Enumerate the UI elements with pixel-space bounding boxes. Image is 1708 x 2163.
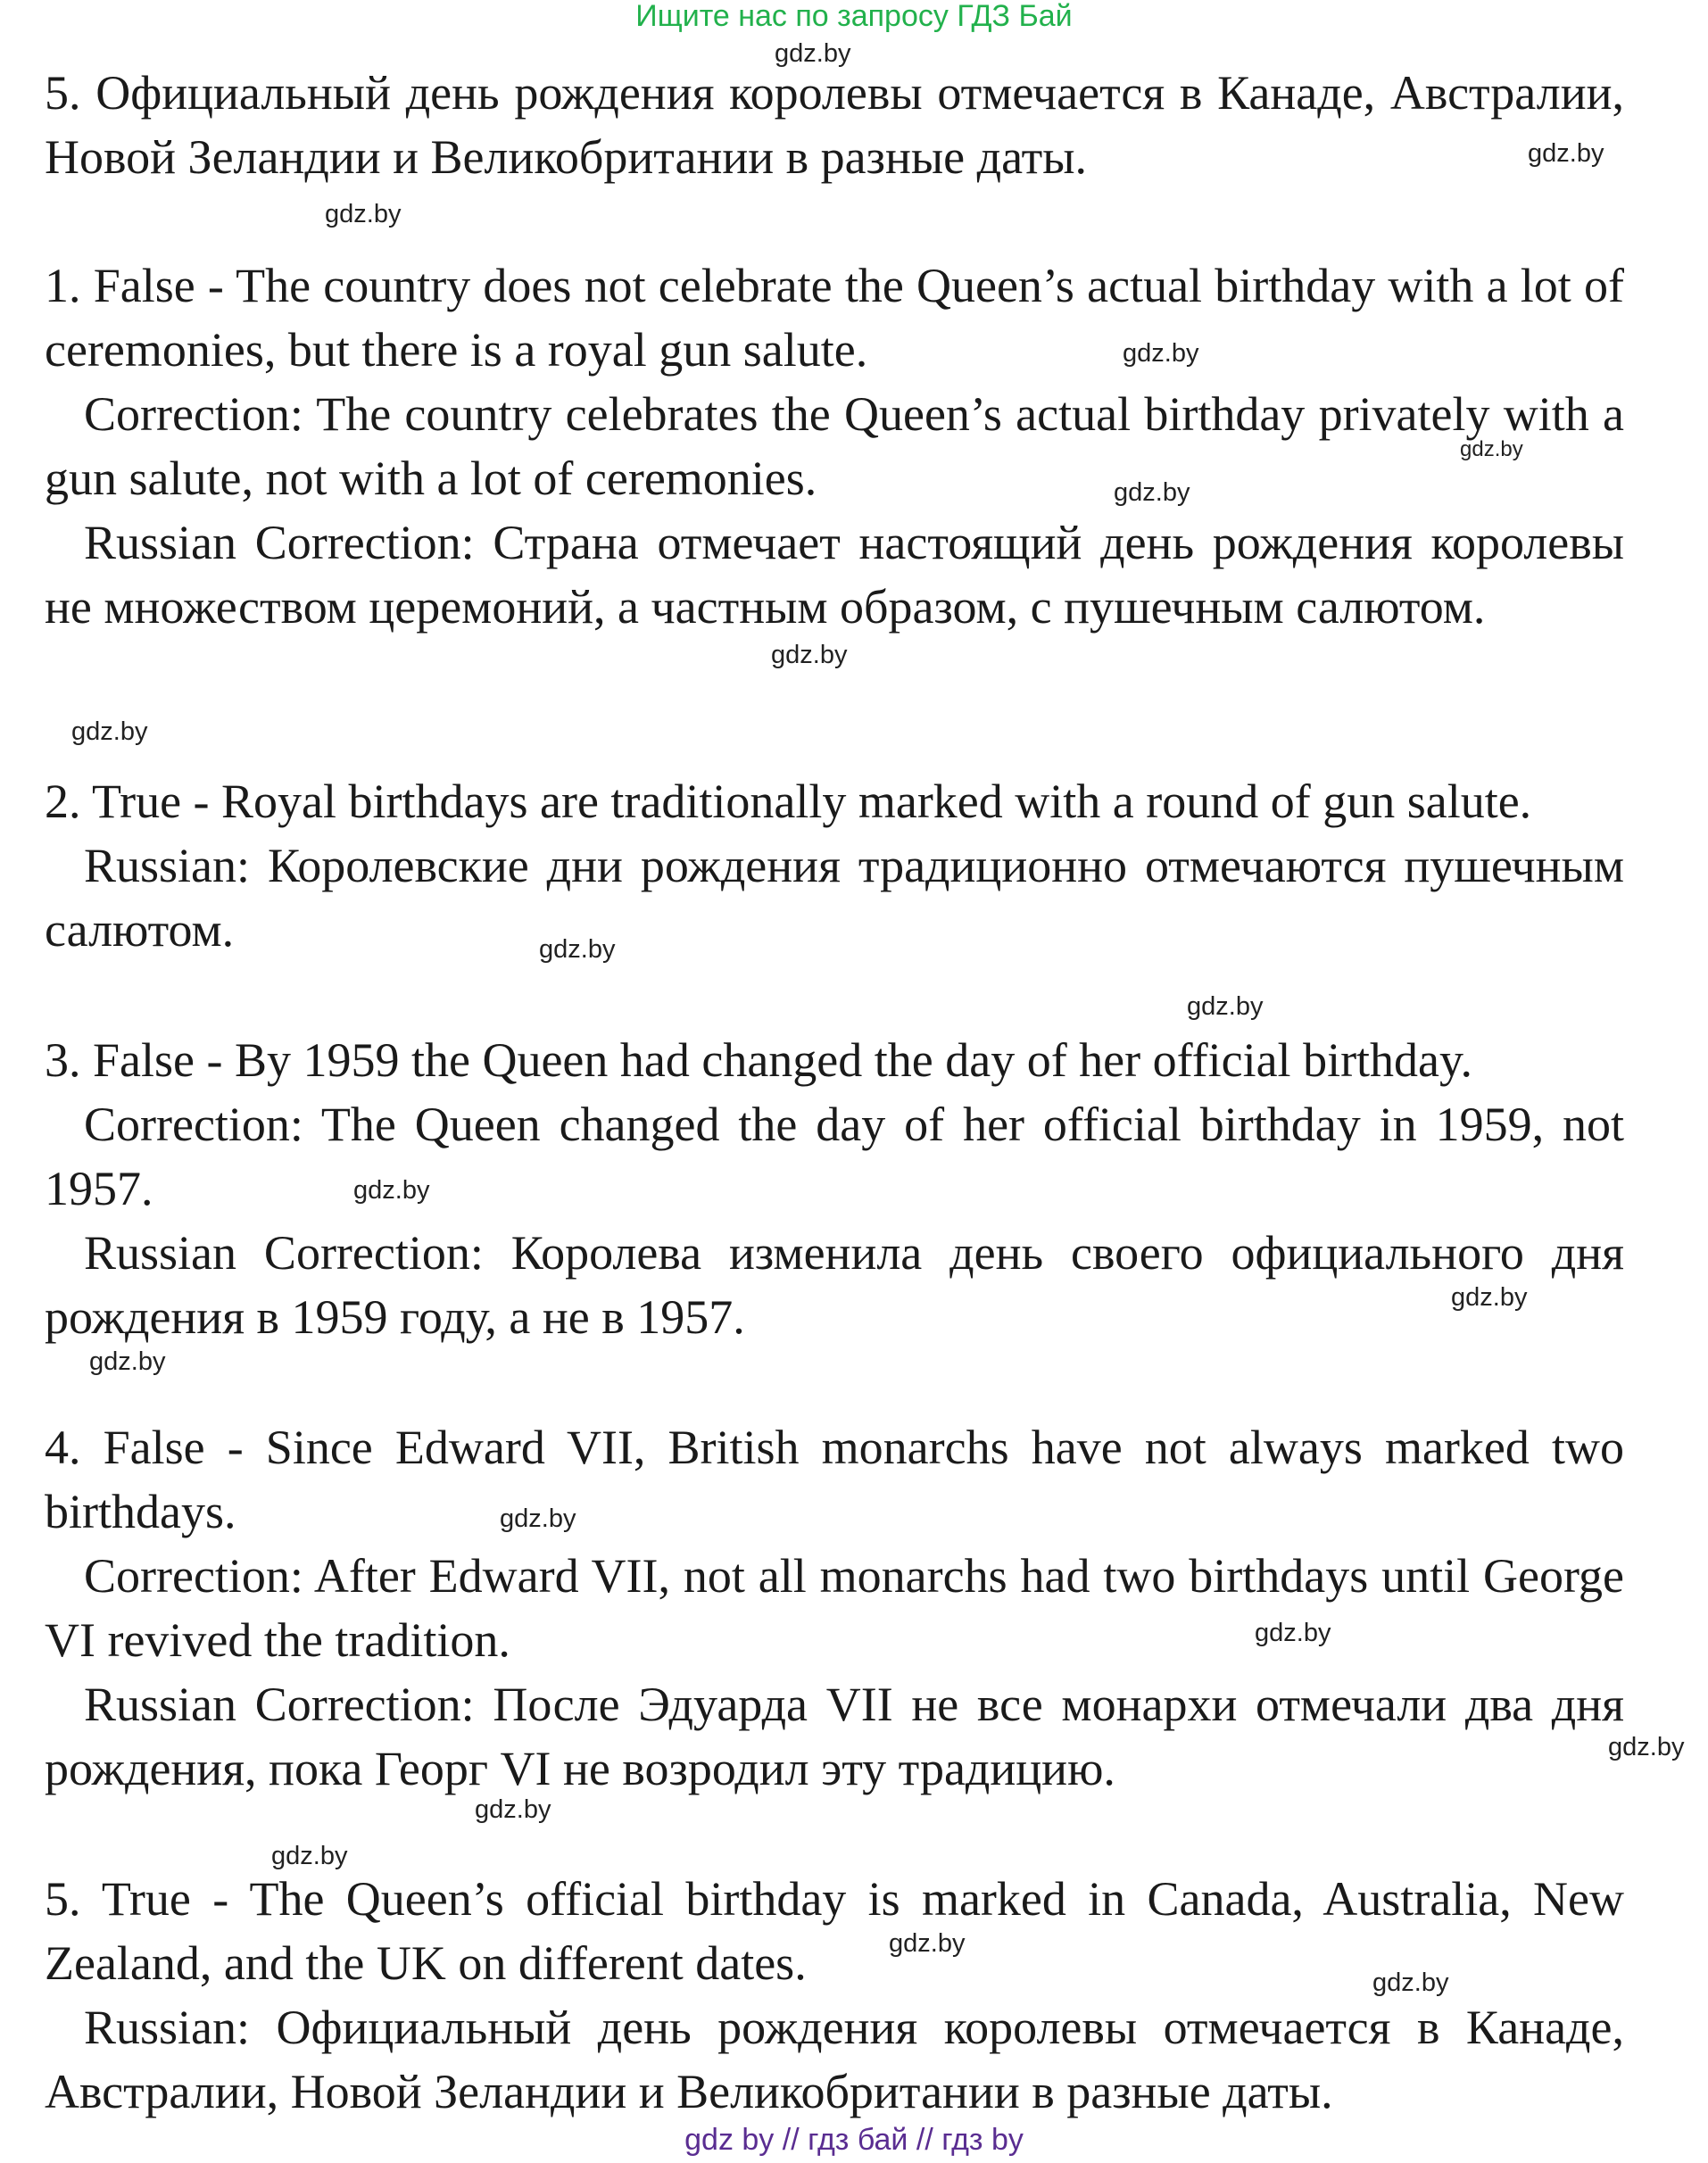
- watermark: gdz.by: [539, 935, 616, 964]
- answer-4-russian: Russian Correction: После Эдуарда VII не все монархи отмечали два дня рождения, пока Георг VI не возродил эту традицию.: [45, 1678, 1624, 1795]
- answer-3-statement: 3. False - By 1959 the Queen had changed the day of her official birthday.: [45, 1033, 1473, 1087]
- answer-item-4: [45, 1415, 1624, 1801]
- watermark: gdz.by: [325, 200, 402, 228]
- answer-item-2: [45, 769, 1624, 962]
- answer-item-3: [45, 1028, 1624, 1349]
- answer-2-statement: 2. True - Royal birthdays are traditionally marked with a round of gun salute.: [45, 775, 1532, 828]
- answer-3-correction: Correction: The Queen changed the day of her official birthday in 1959, not 1957.: [45, 1098, 1624, 1215]
- footer-site-links[interactable]: gdz by // гдз бай // гдз by: [684, 2123, 1024, 2157]
- watermark: gdz.by: [271, 1842, 348, 1870]
- watermark: gdz.by: [475, 1795, 551, 1824]
- watermark: gdz.by: [353, 1176, 430, 1205]
- watermark: gdz.by: [775, 39, 851, 68]
- answer-1-statement: 1. False - The country does not celebrate the Queen’s actual birthday with a lot of ceremonies, but there is a royal gun salute.: [45, 259, 1624, 377]
- answer-3-russian: Russian Correction: Королева изменила день своего официального дня рождения в 1959 году, а не в 1957.: [45, 1226, 1624, 1344]
- watermark: gdz.by: [1255, 1619, 1331, 1647]
- watermark: gdz.by: [71, 717, 148, 746]
- intro-text: 5. Официальный день рождения королевы отмечается в Канаде, Австралии, Новой Зеландии и Великобритании в разные даты.: [45, 66, 1624, 184]
- answer-5-statement: 5. True - The Queen’s official birthday is marked in Canada, Australia, New Zealand, and the UK on different dates.: [45, 1872, 1624, 1990]
- watermark: gdz.by: [1460, 437, 1523, 461]
- answer-1-correction: Correction: The country celebrates the Queen’s actual birthday privately with a gun salute, not with a lot of ceremonies.: [45, 387, 1624, 505]
- watermark: gdz.by: [1114, 478, 1190, 507]
- intro-block: [45, 61, 1624, 189]
- answer-1-russian: Russian Correction: Страна отмечает настоящий день рождения королевы не множеством церемоний, а частным образом, с пушечным салютом.: [45, 516, 1624, 634]
- watermark: gdz.by: [1608, 1733, 1685, 1761]
- header-search-link[interactable]: Ищите нас по запросу ГДЗ Бай: [635, 0, 1073, 33]
- answer-2-russian: Russian: Королевские дни рождения традиционно отмечаются пушечным салютом.: [45, 839, 1624, 957]
- answer-4-statement: 4. False - Since Edward VII, British monarchs have not always marked two birthdays.: [45, 1421, 1624, 1538]
- watermark: gdz.by: [1187, 992, 1264, 1021]
- watermark: gdz.by: [89, 1347, 166, 1376]
- watermark: gdz.by: [1372, 1968, 1449, 1997]
- watermark: gdz.by: [771, 641, 848, 669]
- answer-4-correction: Correction: After Edward VII, not all monarchs had two birthdays until George VI revived the tradition.: [45, 1549, 1624, 1667]
- watermark: gdz.by: [1451, 1283, 1528, 1312]
- answer-item-1: [45, 253, 1624, 639]
- answer-5-russian: Russian: Официальный день рождения королевы отмечается в Канаде, Австралии, Новой Зеландии и Великобритании в разные даты.: [45, 2001, 1624, 2118]
- watermark: gdz.by: [500, 1504, 576, 1533]
- watermark: gdz.by: [1528, 139, 1604, 168]
- watermark: gdz.by: [1123, 339, 1199, 368]
- watermark: gdz.by: [889, 1929, 966, 1958]
